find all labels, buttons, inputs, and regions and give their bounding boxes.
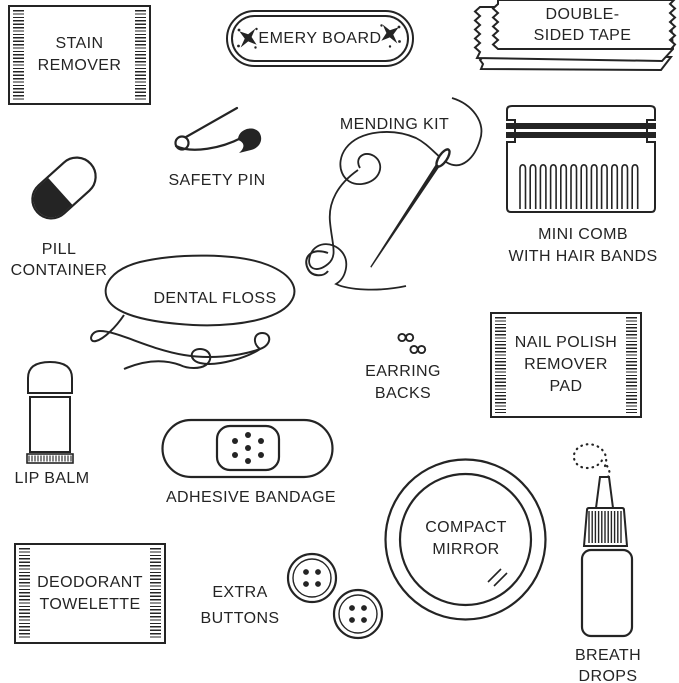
extra-buttons-label: EXTRA BUTTONS [200, 584, 280, 627]
packet-hatch-right [150, 548, 161, 639]
double-sided-tape-label: DOUBLE- SIDED TAPE [533, 6, 632, 44]
sparkle-icon [378, 21, 402, 48]
safety-pin-label: SAFETY PIN [168, 172, 266, 189]
nail-polish-pad-label: NAIL POLISH [514, 334, 618, 351]
sparkle-icon [236, 25, 260, 52]
mending-kit-label: MENDING KIT [339, 116, 450, 133]
pill-capsule-icon [14, 146, 110, 230]
packet-hatch-right [135, 10, 146, 100]
dental-floss-label: DENTAL FLOSS [153, 290, 277, 307]
buttons-icon [281, 547, 389, 643]
lip-balm-label: LIP BALM [14, 470, 90, 487]
packet-hatch-left [13, 10, 24, 100]
compact-mirror-label: COMPACT MIRROR [425, 519, 507, 558]
stain-remover-label: STAIN [55, 35, 104, 52]
nail-polish-pad-packet-icon: NAIL POLISH REMOVER PAD [490, 312, 642, 418]
bandage-icon [160, 414, 336, 484]
pill-container-label: PILL CONTAINER [10, 241, 108, 279]
hair-band-icon [506, 123, 656, 129]
dropper-bottle-icon [563, 438, 647, 644]
emery-board-label: EMERY BOARD [258, 29, 382, 47]
comb-icon [506, 106, 656, 216]
breath-drops-label: BREATH DROPS [574, 647, 642, 683]
hair-band-icon [506, 132, 656, 138]
adhesive-bandage-label: ADHESIVE BANDAGE [165, 489, 336, 506]
deodorant-towelette-packet-icon: DEODORANT TOWELETTE [14, 543, 166, 644]
earring-backs-label: EARRING BACKS [365, 363, 441, 402]
mini-comb-label: MINI COMB WITH HAIR BANDS [508, 226, 658, 265]
lip-balm-tube-icon [20, 358, 84, 466]
deodorant-towelette-label: DEODORANT [37, 573, 143, 591]
scent-dots [607, 466, 609, 477]
earring-backs-icon [393, 329, 433, 363]
floss-squiggle-icon [88, 245, 340, 377]
stain-remover-packet-icon: STAIN REMOVER [8, 5, 151, 105]
packet-hatch-left [19, 548, 30, 639]
packet-hatch-left [495, 317, 506, 413]
packet-hatch-right [626, 317, 637, 413]
scent-dots [574, 444, 606, 468]
